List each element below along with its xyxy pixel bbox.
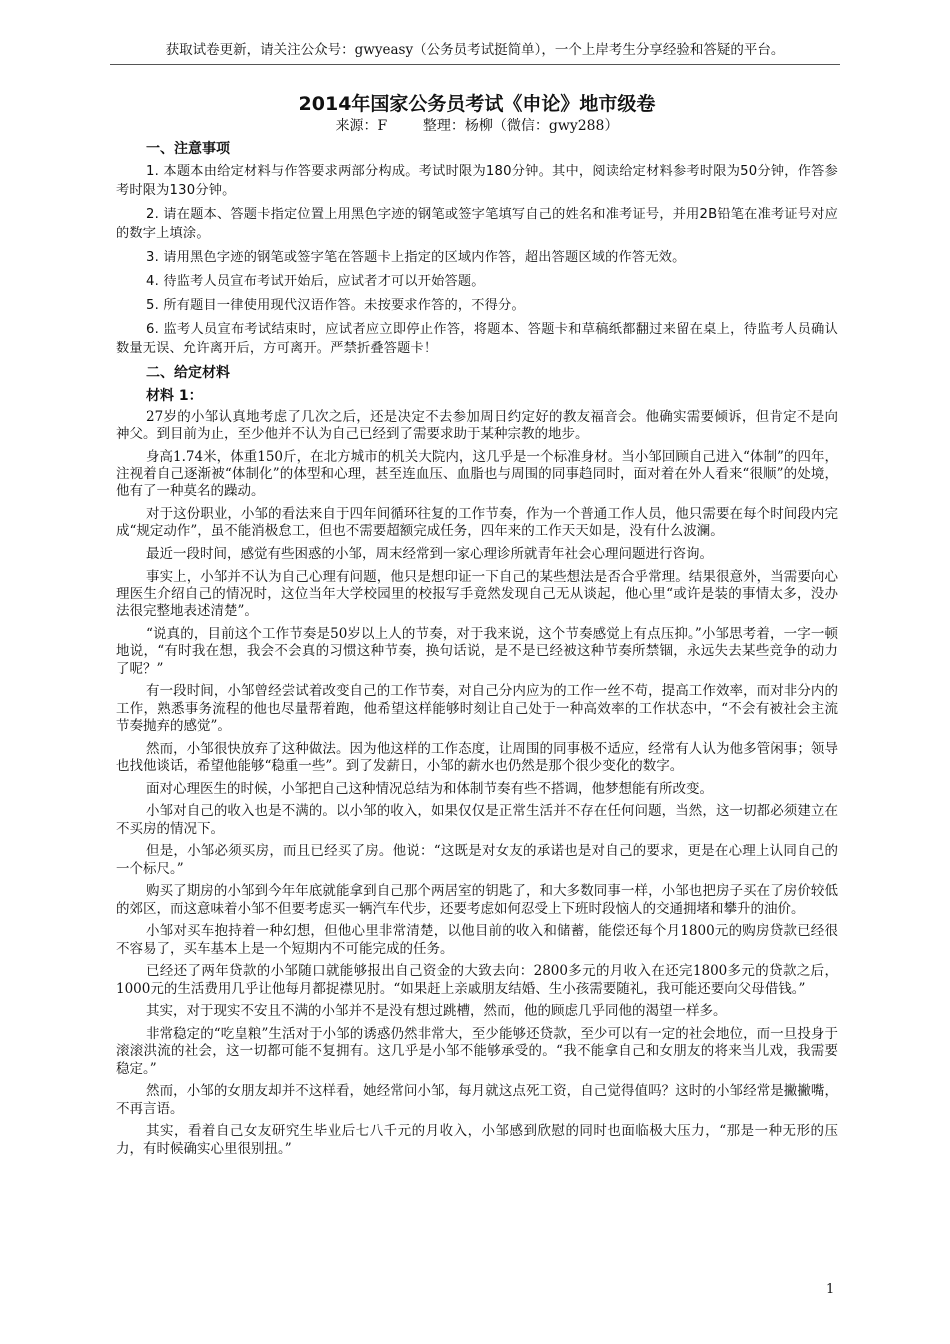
notice-item: 3. 请用黑色字迹的钢笔或签字笔在答题卡上指定的区域内作答，超出答题区域的作答无效。	[146, 250, 686, 265]
notice-item: 2. 请在题本、答题卡指定位置上用黑色字迹的钢笔或签字笔填写自己的姓名和准考证号，并用2B铅笔在准考证号对应的数字上填涂。	[116, 207, 838, 241]
editor-label: 整理：杨柳（微信：gwy288）	[422, 118, 619, 134]
material-paragraph: 购买了期房的小邹到今年年底就能拿到自己那个两居室的钥匙了，和大多数同事一样，小邹也把房子买在了房价较低的郊区，而这意味着小邹不但要考虑买一辆汽车代步，还要考虑如何忍受上下班时段恼人的交通拥堵和攀升的油价。	[116, 883, 838, 917]
material-paragraph: 最近一段时间，感觉有些困惑的小邹，周末经常到一家心理诊所就青年社会心理问题进行咨询。	[146, 546, 713, 563]
material-paragraph: “说真的，目前这个工作节奏是50岁以上人的节奏，对于我来说，这个节奏感觉上有点压抑。”小邹思考着，一字一顿地说，“有时我在想，我会不会真的习惯这种节奏，换句话说，是不是已经被这种节奏所禁锢，永远失去某些竞争的动力了呢？”	[116, 626, 838, 677]
section-heading-notice: 一、注意事项	[146, 141, 230, 157]
notice-item: 4. 待监考人员宣布考试开始后，应试者才可以开始答题。	[146, 274, 485, 289]
material-paragraph: 27岁的小邹认真地考虑了几次之后，还是决定不去参加周日约定好的教友福音会。他确实需要倾诉，但肯定不是向神父。到目前为止，至少他并不认为自己已经到了需要求助于某种宗教的地步。	[116, 409, 838, 443]
header-divider	[110, 64, 840, 65]
document-body	[116, 92, 838, 1163]
material-paragraph: 有一段时间，小邹曾经尝试着改变自己的工作节奏，对自己分内应为的工作一丝不苟，提高工作效率，而对非分内的工作，熟悉事务流程的他也尽量帮着跑，他希望这样能够时刻让自己处于一种高效率的工作状态中，“不会有被社会主流节奏抛弃的感觉”。	[116, 683, 838, 734]
material-paragraph: 身高1.74米，体重150斤，在北方城市的机关大院内，这几乎是一个标准身材。当小邹回顾自己进入“体制”的四年，注视着自己逐渐被“体制化”的体型和心理，甚至连血压、血脂也与周围的同事趋同时，面对着在外人看来“很顺”的处境，他有了一种莫名的躁动。	[116, 449, 838, 500]
section-heading-materials: 二、给定材料	[146, 365, 230, 381]
material-paragraph: 小邹对买车抱持着一种幻想，但他心里非常清楚，以他目前的收入和储蓄，能偿还每个月1800元的购房贷款已经很不容易了，买车基本上是一个短期内不可能完成的任务。	[116, 923, 838, 957]
material-paragraph: 小邹对自己的收入也是不满的。以小邹的收入，如果仅仅是正常生活并不存在任何问题，当然，这一切都必须建立在不买房的情况下。	[116, 803, 838, 837]
source-label: 来源：F	[335, 118, 388, 134]
document-title: 2014年国家公务员考试《申论》地市级卷	[298, 93, 656, 115]
material-paragraph: 非常稳定的“吃皇粮”生活对于小邹的诱惑仍然非常大，至少能够还贷款，至少可以有一定的社会地位，而一旦投身于滚滚洪流的社会，这一切都可能不复拥有。这几乎是小邹不能够承受的。“我不能拿自己和女朋友的将来当儿戏，我需要稳定。”	[116, 1026, 838, 1077]
material-paragraph: 但是，小邹必须买房，而且已经买了房。他说：“这既是对女友的承诺也是对自己的要求，更是在心理上认同自己的一个标尺。”	[116, 843, 838, 877]
top-notice-banner: 获取试卷更新，请关注公众号：gwyeasy（公务员考试挺简单），一个上岸考生分享经验和答疑的平台。	[165, 42, 785, 58]
page-number: 1	[826, 1282, 835, 1297]
notice-item: 6. 监考人员宣布考试结束时，应试者应立即停止作答，将题本、答题卡和草稿纸都翻过来留在桌上，待监考人员确认数量无误、允许离开后，方可离开。严禁折叠答题卡！	[116, 322, 838, 356]
material-label: 材料 1：	[146, 388, 203, 404]
document-meta	[116, 116, 838, 136]
material-paragraph: 面对心理医生的时候，小邹把自己这种情况总结为和体制节奏有些不搭调，他梦想能有所改变。	[146, 780, 713, 797]
material-paragraph: 已经还了两年贷款的小邹随口就能够报出自己资金的大致去向：2800多元的月收入在还完1800多元的贷款之后，1000元的生活费用几乎让他每月都捉襟见肘。“如果赶上亲戚朋友结婚、生小孩需要随礼，我可能还要向父母借钱。”	[116, 963, 838, 997]
notice-item: 5. 所有题目一律使用现代汉语作答。未按要求作答的，不得分。	[146, 298, 525, 313]
material-paragraph: 然而，小邹的女朋友却并不这样看，她经常问小邹，每月就这点死工资，自己觉得值吗？这时的小邹经常是撇撇嘴，不再言语。	[116, 1083, 838, 1117]
material-paragraph: 对于这份职业，小邹的看法来自于四年间循环往复的工作节奏，作为一个普通工作人员，他只需要在每个时间段内完成“规定动作”，虽不能消极怠工，但也不需要超额完成任务，四年来的工作天天如是，没有什么波澜。	[116, 506, 838, 540]
material-paragraph: 其实，对于现实不安且不满的小邹并不是没有想过跳槽，然而，他的顾虑几乎同他的渴望一样多。	[146, 1003, 727, 1020]
material-paragraph: 然而，小邹很快放弃了这种做法。因为他这样的工作态度，让周围的同事极不适应，经常有人认为他多管闲事；领导也找他谈话，希望他能够“稳重一些”。到了发薪日，小邹的薪水也仍然是那个很少变化的数字。	[116, 740, 838, 774]
material-paragraph: 事实上，小邹并不认为自己心理有问题，他只是想印证一下自己的某些想法是否合乎常理。结果很意外，当需要向心理医生介绍自己的情况时，这位当年大学校园里的校报写手竟然发现自己无从谈起，他心里“或许是装的事情太多，没办法很完整地表述清楚”。	[116, 569, 838, 620]
notice-item: 1. 本题本由给定材料与作答要求两部分构成。考试时限为180分钟。其中，阅读给定材料参考时限为50分钟，作答参考时限为130分钟。	[116, 164, 838, 198]
material-paragraph: 其实，看着自己女友研究生毕业后七八千元的月收入，小邹感到欣慰的同时也面临极大压力，“那是一种无形的压力，有时候确实心里很别扭。”	[116, 1123, 838, 1157]
